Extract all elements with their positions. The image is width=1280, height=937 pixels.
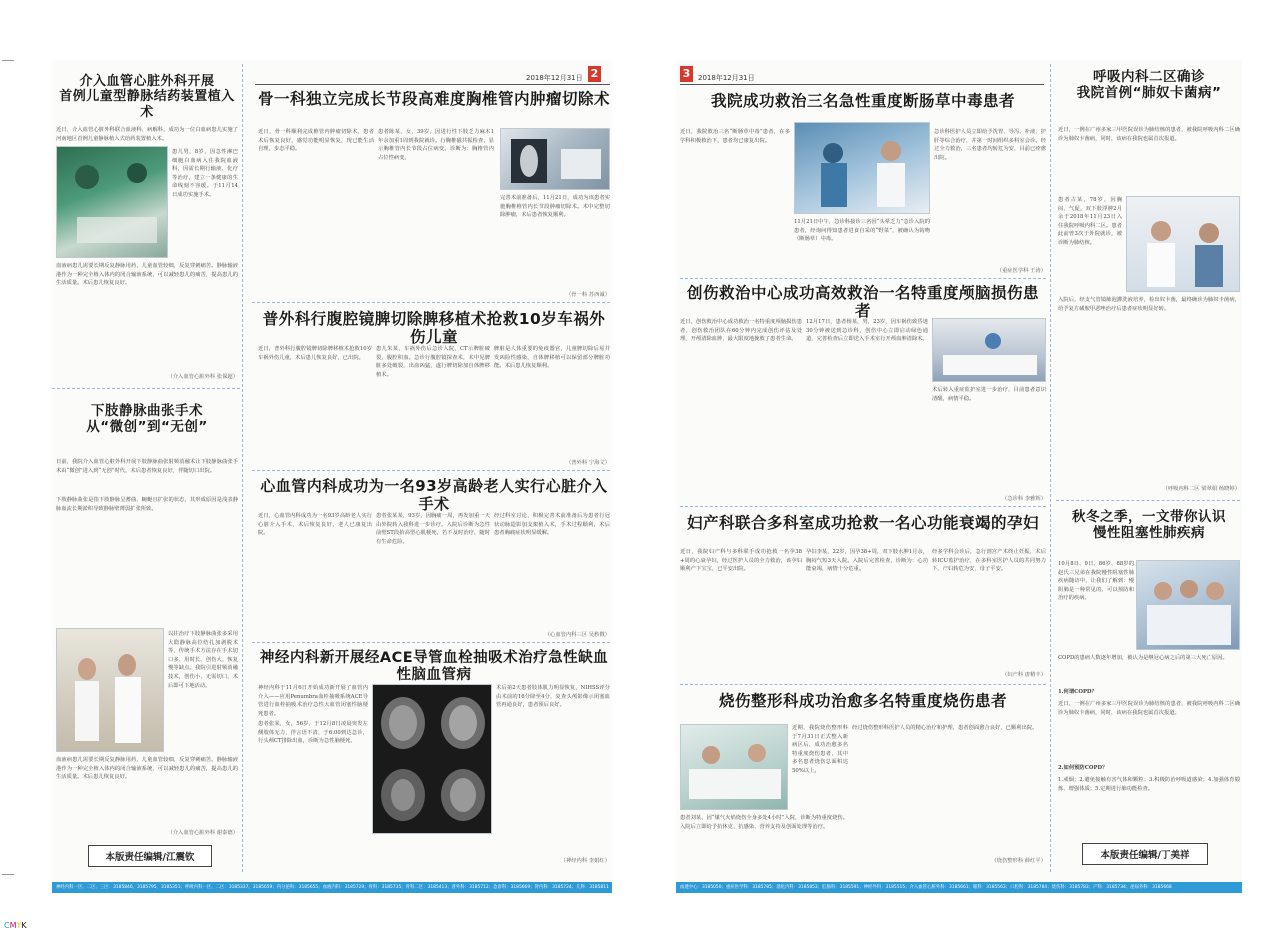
scan-photo-figures-icon (501, 129, 610, 190)
article-body: 近日，骨一科顺利完成椎管内肿瘤切除术，患者术后恢复良好，感觉功能明显恢复，现已能生活自理，步态平稳。 (258, 129, 374, 153)
subheading: 1.何谓COPD？ (1058, 689, 1097, 695)
page-number: 2 (588, 66, 601, 82)
page-date: 2018年12月31日 (698, 74, 755, 82)
burn-ward-photo-figures-icon (681, 725, 788, 810)
cmyk-k: K (21, 921, 27, 930)
cmyk-y: Y (16, 921, 22, 930)
rescue-photo-figures-icon (795, 123, 930, 214)
article-body: 脾脏是人体重要的免疫器官，儿童脾切除后易并发凶险性感染，自体脾移植可以保留部分脾脏功能。术后患儿恢复顺利。 (494, 346, 610, 370)
column-divider (1050, 64, 1051, 872)
article-body: 日前，我院介入血管心脏外科开展下肢静脉曲张射频消融术让下肢静脉曲张手术由“微创”进入到“无创”时代，术后患者恢复良好，伴随切口出院。 (56, 459, 238, 474)
rescue-photo (794, 122, 930, 214)
section-divider (680, 684, 1046, 685)
article-body: 1.戒烟；2.避免接触有害气体和颗粒；3.积极防治呼吸道感染；4.加强体育锻炼，增强体质；5.定期进行肺功能检查。 (1058, 777, 1240, 792)
article-byline: （妇产科 唐精丰） (1001, 672, 1046, 678)
newspaper-page-3 (676, 60, 1242, 882)
article-byline: （骨一科 苏西诚） (565, 292, 610, 298)
brain-scan-icon (373, 685, 492, 834)
surgery-photo (56, 146, 168, 258)
article-body: 经多学科会诊后，急行剖宫产术终止妊娠，术后转ICU监护治疗，在多科室医护人员的共同努力下，产妇转危为安，母子平安。 (932, 549, 1046, 573)
article-body: 血液病患儿需要长期反复静脉用药，儿童血管较细，反复穿刺痛苦。静脉输液港作为一种完全植入体内的闭合输液系统，可以减轻患儿的痛苦，提高患儿的生活质量。术后患儿恢复良好。 (56, 263, 238, 287)
elderly-patients-photo-figures-icon (1137, 561, 1240, 650)
article-body: 患儿朱某，车祸外伤后急诊入院，CT示脾脏破裂，腹腔积血。急诊行腹腔镜探查术，术中见脾脏多处破裂，出血凶猛，遂行脾切除加自体脾移植术。 (376, 346, 490, 378)
icu-photo-figures-icon (933, 319, 1046, 382)
article-body: 10月8日、9日、86岁、88岁的赵氏三兄弟在我院慢性阻塞性肺疾病随访中，让我们了解到：慢阻肺是一种常见的、可以预防和治疗的疾病。 (1058, 561, 1134, 602)
article-body: 近日，心血管内科成功为一名93岁高龄老人实行心脏介入手术，术后恢复良好，老人已康复出院。 (258, 513, 372, 537)
article-body: 近日，我院救治三名“断肠草中毒”患者，在多学科积极救治下，患者均已康复出院。 (680, 129, 790, 144)
article-body: 完善术前准备后，11月21日，成功为该患者实施胸椎椎管内长节段肿瘤切除术。术中完整切除肿瘤，术后患者恢复顺利。 (500, 195, 610, 219)
article-byline: （介入血管心脏外科 谢泰德） (167, 830, 238, 836)
article-body: 近日，一例在广州多家三甲医院误诊为肺结核的患者，被我院呼吸内科二区确诊为肺奴卡菌病，同时，该病在我院也属首次报道。 (1058, 701, 1240, 716)
article-body: 近日，介入血管心脏外科联合血液科、病解科，成功为一位白血病患儿实施了河南地区首例儿童静脉植入式给药装置植入术。 (56, 127, 238, 142)
article-headline: 骨一科独立完成长节段高难度胸椎管内肿瘤切除术 (258, 90, 611, 108)
article-body: 患者古某，78岁，因胸闷、气促，双下肢浮肿2月余于2018年11月23日入住我院呼吸内科二区。患者此前曾3次于外院就诊，被诊断为肺结核。 (1058, 197, 1122, 246)
section-divider (52, 388, 240, 389)
article-body: 患者陈某，女，39岁，因进行性下肢乏力麻木1年余加重1周到我院就诊。行胸椎磁共振检查，显示胸椎管内长节段占位病变。诊断为：胸椎管内占位性病变。 (378, 129, 494, 161)
article-body: 患者刘某，因“煤气火焰烧伤全身多处4小时”入院，诊断为特重度烧伤。入院后立即给予抗休克、抗感染、营养支持及创面处理等治疗。 (680, 815, 848, 830)
newspaper-page-2 (52, 60, 612, 882)
article-byline: （神经内科 李娟红） (560, 858, 610, 864)
section-divider (680, 506, 1046, 507)
article-headline: 创伤救治中心成功高效救治一名特重度颅脑损伤患者 (686, 284, 1039, 321)
clinic-photo-figures-icon (1127, 197, 1240, 292)
article-body: 术后转入重症监护室进一步治疗，目前患者意识清醒，病情平稳。 (932, 387, 1046, 402)
department-phone-footer: 神经内科一区、二区、三区：3185846、3185795、3185351；呼吸内科一区、二区：3185337、3185659；内分泌科：3185655；血液内科：3185729；骨科：3185735；骨科二区：3185413；普外科：3185712；急诊科：3185669；肾内科：3185724；儿科：3185811 (52, 882, 612, 893)
article-body: 近日，创伤救治中心成功救治一名特重度颅脑损伤患者，创伤救治团队在60分钟内完成创伤评估及处理，开颅清除血肿，最大限度地挽救了患者生命。 (680, 319, 802, 343)
article-headline: 秋冬之季，一文带你认识 慢性阻塞性肺疾病 (1072, 509, 1226, 541)
article-headline: 介入血管心脏外科开展 首例儿童型静脉结药装置植入术 (59, 74, 235, 120)
elderly-patients-photo (1136, 560, 1240, 650)
article-body: 血液病患儿需要长期反复静脉用药，儿童血管较细，反复穿刺痛苦。静脉输液港作为一种完全植入体内的闭合输液系统，可以减轻患儿的痛苦，提高患儿的生活质量。术后患儿恢复良好。 (56, 757, 238, 781)
section-divider (252, 470, 610, 471)
article-body: 近日，一例在广州多家三甲医院误诊为肺结核的患者，被我院呼吸内科二区确诊为肺奴卡菌病，同时，该病在我院也属首次报道。 (1058, 127, 1240, 142)
page-date: 2018年12月31日 (526, 74, 583, 82)
article-body: 下肢静脉曲张是指下肢静脉呈蓄曲、蜿蜒且扩张的状态，其形成原因是浅表静脉血流长期淤积导致静脉壁薄弱扩张所致。 (56, 497, 238, 512)
subheading: 2.如何预防COPD？ (1058, 765, 1108, 771)
cmyk-m: M (9, 921, 17, 930)
crop-mark (2, 874, 14, 878)
cmyk-c: C (4, 921, 10, 930)
article-byline: （急诊科 李雅辉） (1001, 496, 1046, 502)
article-byline: （普外科 宁海文） (565, 460, 610, 466)
article-headline: 妇产科联合多科室成功抢救一名心功能衰竭的孕妇 (686, 514, 1039, 532)
article-body: 11月21日中午，急诊科接诊三名因“头晕乏力”急诊入院的患者，经询问得知患者进食自采的“野菜”，被确认为钩吻（断肠草）中毒。 (794, 219, 930, 243)
column-divider (242, 64, 243, 872)
article-headline: 下肢静脉曲张手术 从“微创”到“无创” (86, 403, 208, 435)
article-byline: （重症医学科 王涛） (996, 268, 1046, 274)
article-body: 患儿男，8岁，因急性淋巴细胞白血病入住我院血液科，因需长期行输液、化疗等治疗，建立一条健康的生命线刻不容缓。于11月14日成功实施手术。 (172, 149, 238, 198)
article-headline: 烧伤整形科成功治愈多名特重度烧伤患者 (718, 692, 1007, 710)
icu-photo (932, 318, 1046, 382)
article-byline: （心血管内科三区 吴秒戡） (544, 632, 610, 638)
article-headline: 我院成功救治三名急性重度断肠草中毒患者 (710, 92, 1015, 110)
article-body: 术后第2天患者肢体肌力明显恢复，NIHSS评分由术前的16分降至4分，复查头颅影像示闭塞血管再通良好，患者预后良好。 (496, 685, 610, 709)
article-body: 近期，我院烧伤整形科于7月31日正式整入新病区后，成功治愈多名特重度烧伤患者，其中多名患者烧伤总面积达50%以上。 (792, 725, 848, 774)
article-body: 近日，普外科行腹腔镜脾切除脾移植术抢救10岁车祸外伤儿童，术后患儿恢复良好，已出院。 (258, 346, 372, 361)
section-divider (252, 642, 610, 643)
article-body: 孕妇李某，22岁，因孕38+周，双下肢水肿1月余，胸闷气短3天入院。入院后完善检查，诊断为：心功能衰竭，病情十分危重。 (806, 549, 928, 573)
header-rule (680, 84, 1044, 85)
center-gutter (612, 0, 676, 937)
crop-mark (2, 60, 14, 64)
article-headline: 呼吸内科二区确诊 我院首例“肺奴卡菌病” (1076, 69, 1222, 101)
article-body: 以往治疗下肢静脉曲张多采用大隐静脉高位结扎加剥脱术等，传统手术方法存在手术切口多、用时长、创伤大、恢复慢等缺点。我院引进射频消融技术，创伤小、无需切口，术后即可下地活动。 (168, 631, 238, 689)
article-byline: （呼吸内科二区 梁翠娟 杨晓婷） (1162, 486, 1240, 492)
article-body: 12月17日，患者杨某，男，23岁，因车祸伤致昏迷30分钟被送到急诊科，创伤中心立即启动绿色通道，完善检查后立即送入手术室行开颅血肿清除术。 (806, 319, 928, 343)
article-byline: （介入血管心脏外科 张保超） (167, 374, 238, 380)
clinic-photo (1126, 196, 1240, 292)
section-divider (680, 278, 1046, 279)
burn-ward-photo (680, 724, 788, 810)
department-phone-footer: 血透中心：3185050；重症医学科：3185785；消化内科：3185853；肛肠科：3185591；神经外科：3185515；介入血管心脏外科：3185661；眼科：3185563；口腔科：3185784；烧伤科：3185783；产科：3185734；泌尿外科：3185668 (676, 882, 1242, 893)
article-body: 急诊科医护人员立即给予洗胃、导泻、补液、护肝等综合治疗，并第一时间组织多科室会诊。经过全力救治，三名患者均转危为安，目前已痊愈出院。 (934, 129, 1046, 161)
article-body: 入院后，经支气管镜肺泡灌洗液培养，检出奴卡菌，最终确诊为肺奴卡菌病，给予复方磺胺甲恶唑治疗后患者症状明显好转。 (1058, 297, 1240, 312)
page-editor: 本版责任编辑/丁美祥 (1082, 843, 1208, 865)
article-byline: （烧伤整形科 薛红平） (991, 858, 1046, 864)
header-rule (255, 84, 610, 85)
mri-scans-photo (372, 684, 492, 834)
article-body: 经过科室讨论，积极完善术前准备后为患者行冠状动脉造影加支架植入术，手术过程顺利，术后患者胸痛症状明显缓解。 (494, 513, 610, 537)
doctors-photo-figures-icon (57, 629, 164, 752)
article-body: 患者张某某，93岁，因胸痛一周，再发加重一天由外院转入我科进一步诊疗。入院后诊断为急性前壁ST段抬高型心肌梗死，若不及时治疗，随时有生命危险。 (376, 513, 490, 545)
article-body: 经过烧伤整形科医护人员的精心治疗和护理，患者创面愈合良好，已顺利出院。 (852, 725, 1038, 731)
doctors-photo (56, 628, 164, 752)
article-body: 神经内科于11月6日开始成功新开展了血管内介入——应用Penumbra血栓抽吸系统ACE导管进行血栓抽吸术治疗急性大血管闭塞性脑梗死患者。 (258, 685, 368, 717)
scan-photo (500, 128, 610, 190)
article-headline: 心血管内科成功为一名93岁高龄老人实行心脏介入手术 (260, 477, 608, 513)
page-editor: 本版责任编辑/江震钦 (88, 845, 212, 867)
section-divider (252, 302, 610, 303)
article-headline: 神经内科新开展经ACE导管血栓抽吸术治疗急性缺血性脑血管病 (259, 650, 609, 684)
surgery-photo-figures-icon (57, 147, 168, 258)
article-body: 近日，我院妇产科与多科联手成功抢救一名孕38+周的心衰孕妇，经过医护人员的全力救治，该孕妇顺利产下宝宝，已平安出院。 (680, 549, 802, 573)
article-body: COPD的患病人数逐年增加，被认为是继冠心病之后的第三大死亡原因。 (1058, 655, 1228, 661)
cmyk-color-bar (4, 921, 27, 930)
article-headline: 普外科行腹腔镜脾切除脾移植术抢救10岁车祸外伤儿童 (262, 310, 606, 347)
section-divider (1056, 500, 1240, 501)
article-body: 患者张某，女，56岁，于12月8日凌晨突发左侧肢体无力，伴言语不清，于6:00到达急诊，行头颅CT排除出血，诊断为急性脑梗死。 (258, 721, 368, 745)
page-number: 3 (680, 66, 693, 82)
